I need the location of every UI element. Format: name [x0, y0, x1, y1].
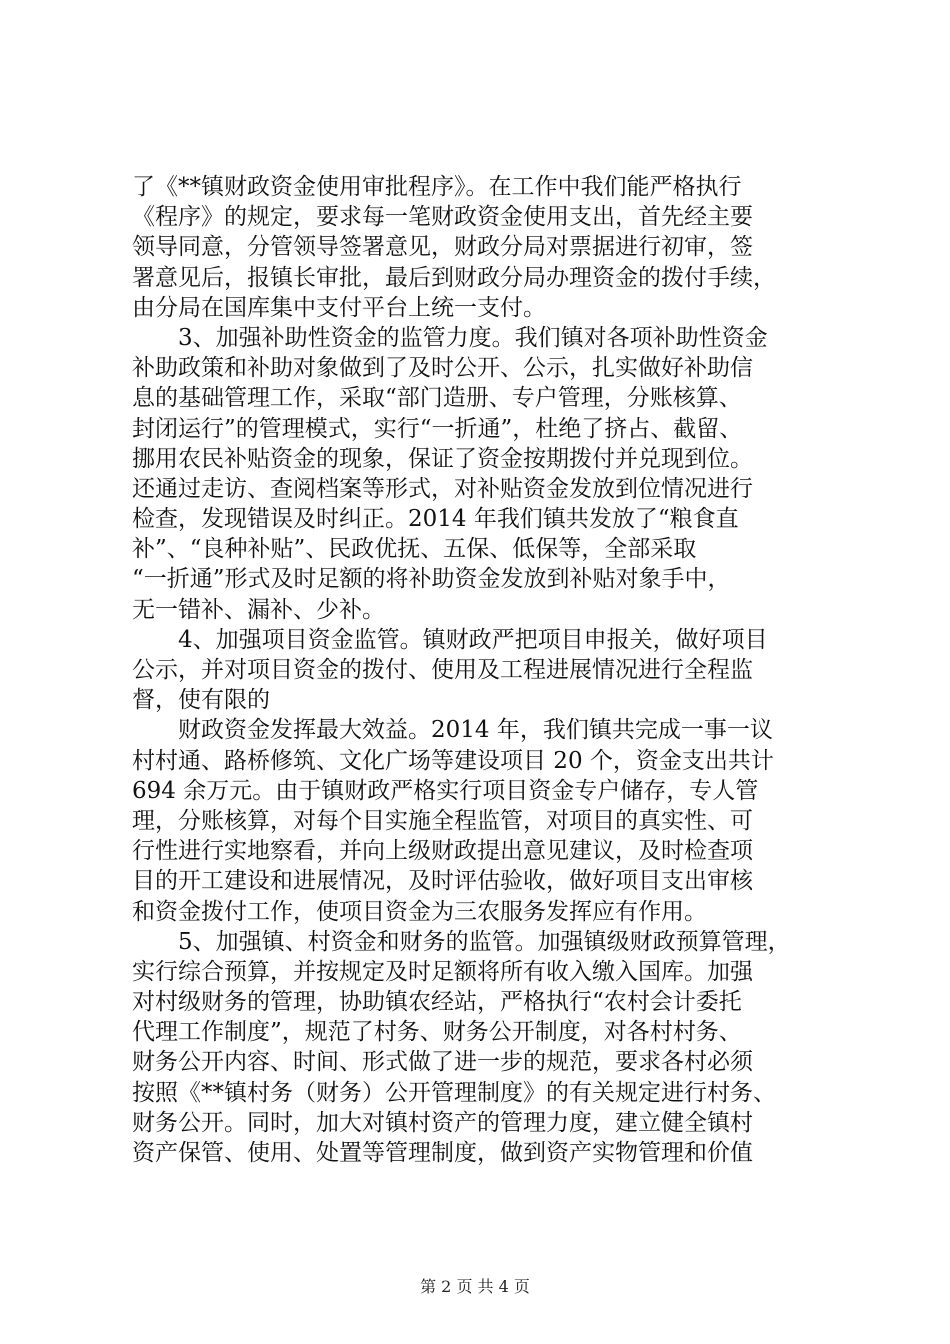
text-line: 由分局在国库集中支付平台上统一支付。 — [132, 294, 546, 321]
paragraph-start-line: 5、加强镇、村资金和财务的监管。加强镇级财政预算管理， — [178, 928, 791, 955]
text-line: 督，使有限的 — [132, 687, 270, 714]
text-line: 领导同意，分管领导签署意见，财政分局对票据进行初审，签 — [132, 234, 753, 261]
paragraph-start-line: 3、加强补助性资金的监管力度。我们镇对各项补助性资金 — [178, 324, 768, 351]
text-line: 和资金拨付工作，使项目资金为三农服务发挥应有作用。 — [132, 898, 707, 925]
text-line: 息的基础管理工作，采取“部门造册、专户管理，分账核算、 — [132, 385, 742, 412]
text-line: 财务公开内容、时间、形式做了进一步的规范，要求各村必须 — [132, 1049, 753, 1076]
text-line: 补助政策和补助对象做到了及时公开、公示，扎实做好补助信 — [132, 355, 753, 382]
paragraph-start-line: 4、加强项目资金监管。镇财政严把项目申报关，做好项目 — [178, 626, 768, 653]
text-line: 还通过走访、查阅档案等形式，对补贴资金发放到位情况进行 — [132, 475, 753, 502]
text-line: 实行综合预算，并按规定及时足额将所有收入缴入国库。加强 — [132, 958, 753, 985]
text-line: 补”、“良种补贴”、民政优抚、五保、低保等，全部采取 — [132, 536, 697, 563]
text-line: 村村通、路桥修筑、文化广场等建设项目 20 个，资金支出共计 — [132, 747, 774, 774]
text-line: 目的开工建设和进展情况，及时评估验收，做好项目支出审核 — [132, 868, 753, 895]
text-line: 无一错补、漏补、少补。 — [132, 596, 385, 623]
text-line: 公示，并对项目资金的拨付、使用及工程进展情况进行全程监 — [132, 657, 753, 683]
text-line: 694 余万元。由于镇财政严格实行项目资金专户储存，专人管 — [132, 777, 759, 804]
text-line: 挪用农民补贴资金的现象，保证了资金按期拨付并兑现到位。 — [132, 445, 753, 472]
body-text — [132, 172, 832, 1168]
text-line: 按照《**镇村务（财务）公开管理制度》的有关规定进行村务、 — [132, 1079, 776, 1106]
text-line: 行性进行实地察看，并向上级财政提出意见建议，及时检查项 — [132, 838, 753, 865]
text-line: 理，分账核算，对每个目实施全程监管，对项目的真实性、可 — [132, 807, 753, 834]
page-number-label: 第 2 页 共 4 页 — [420, 1277, 530, 1296]
page-footer — [0, 1277, 950, 1297]
text-line: 对村级财务的管理，协助镇农经站，严格执行“农村会计委托 — [132, 989, 742, 1016]
text-line: “一折通”形式及时足额的将补助资金发放到补贴对象手中， — [132, 566, 731, 593]
text-line: 财务公开。同时，加大对镇村资产的管理力度，建立健全镇村 — [132, 1109, 753, 1136]
text-line: 了《**镇财政资金使用审批程序》。在工作中我们能严格执行 — [132, 174, 742, 200]
text-line: 检查，发现错误及时纠正。2014 年我们镇共发放了“粮食直 — [132, 506, 739, 533]
text-line: 《程序》的规定，要求每一笔财政资金使用支出，首先经主要 — [132, 204, 753, 231]
text-line: 代理工作制度”，规范了村务、财务公开制度，对各村村务、 — [132, 1019, 742, 1046]
text-line: 资产保管、使用、处置等管理制度，做到资产实物管理和价值 — [132, 1140, 753, 1166]
text-line: 署意见后，报镇长审批，最后到财政分局办理资金的拨付手续， — [132, 264, 776, 291]
paragraph-start-line: 财政资金发挥最大效益。2014 年，我们镇共完成一事一议 — [178, 717, 773, 744]
text-line: 封闭运行”的管理模式，实行“一折通”，杜绝了挤占、截留、 — [132, 415, 743, 442]
